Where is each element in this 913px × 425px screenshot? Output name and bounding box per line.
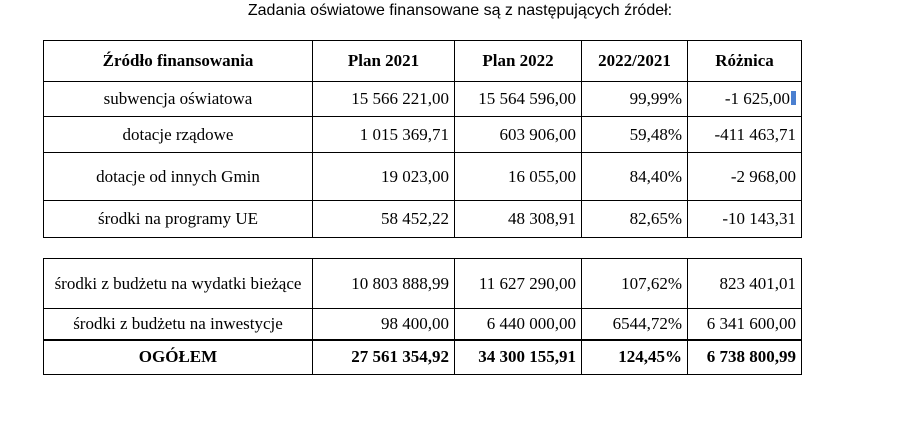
cell-source: środki na programy UE (44, 201, 313, 238)
cell-source: subwencja oświatowa (44, 82, 313, 117)
header-source: Źródło finansowania (44, 41, 313, 82)
cell-total-plan-2021: 27 561 354,92 (313, 340, 455, 375)
cell-plan-2021: 10 803 888,99 (313, 259, 455, 309)
cell-difference: -10 143,31 (688, 201, 802, 238)
cell-ratio: 82,65% (582, 201, 688, 238)
cell-difference: 6 341 600,00 (688, 309, 802, 340)
cell-source: dotacje rządowe (44, 117, 313, 153)
cell-source: środki z budżetu na wydatki bieżące (44, 259, 313, 309)
cell-plan-2022: 15 564 596,00 (455, 82, 582, 117)
cell-plan-2022: 48 308,91 (455, 201, 582, 238)
cell-ratio: 84,40% (582, 153, 688, 201)
table-row (44, 259, 802, 309)
cell-plan-2021: 1 015 369,71 (313, 117, 455, 153)
cell-plan-2021: 15 566 221,00 (313, 82, 455, 117)
cell-plan-2021: 58 452,22 (313, 201, 455, 238)
cell-source: dotacje od innych Gmin (44, 153, 313, 201)
cell-total-label: OGÓŁEM (44, 340, 313, 375)
financing-table-bottom (43, 258, 802, 375)
cell-plan-2022: 11 627 290,00 (455, 259, 582, 309)
cell-ratio: 6544,72% (582, 309, 688, 340)
header-plan-2022: Plan 2022 (455, 41, 582, 82)
cell-plan-2021: 19 023,00 (313, 153, 455, 201)
table-row (44, 153, 802, 201)
cell-source: środki z budżetu na inwestycje (44, 309, 313, 340)
header-plan-2021: Plan 2021 (313, 41, 455, 82)
cell-plan-2022: 603 906,00 (455, 117, 582, 153)
text-cursor (791, 91, 796, 105)
table-row (44, 201, 802, 238)
cell-total-difference: 6 738 800,99 (688, 340, 802, 375)
cell-plan-2022: 16 055,00 (455, 153, 582, 201)
cell-difference: 823 401,01 (688, 259, 802, 309)
cell-difference: -411 463,71 (688, 117, 802, 153)
cell-difference: -1 625,00 (724, 89, 790, 108)
cell-total-ratio: 124,45% (582, 340, 688, 375)
header-difference: Różnica (688, 41, 802, 82)
table-row (44, 117, 802, 153)
cell-total-plan-2022: 34 300 155,91 (455, 340, 582, 375)
cell-plan-2021: 98 400,00 (313, 309, 455, 340)
total-row (44, 340, 802, 375)
cell-plan-2022: 6 440 000,00 (455, 309, 582, 340)
cell-difference: -2 968,00 (688, 153, 802, 201)
cell-difference-editing[interactable] (688, 82, 802, 117)
header-ratio: 2022/2021 (582, 41, 688, 82)
financing-table-top (43, 40, 802, 238)
table-row (44, 309, 802, 340)
cell-ratio: 107,62% (582, 259, 688, 309)
table-header-row (44, 41, 802, 82)
table-caption: Zadania oświatowe finansowane są z następujących źródeł: (247, 2, 673, 19)
table-row (44, 82, 802, 117)
cell-ratio: 99,99% (582, 82, 688, 117)
cell-ratio: 59,48% (582, 117, 688, 153)
